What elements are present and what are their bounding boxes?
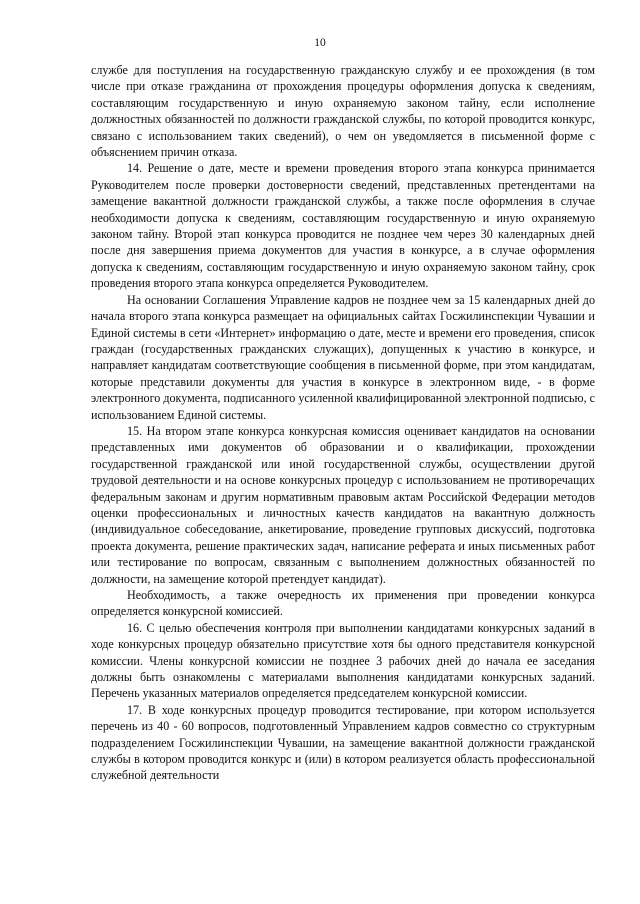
page-number: 10 xyxy=(314,37,326,49)
paragraph-item-14: 14. Решение о дате, месте и времени проведения второго этапа конкурса принимается Руководителем после проверки достоверности сведений, представленных претендентами на замещение вакантной должности гражданской службы, а также после оформления в случае необходимости допуска к сведениям, составляющим государственную и иную охраняемую законом тайну. Второй этап конкурса проводится не позднее чем через 30 календарных дней после дня завершения приема документов для участия в конкурсе, а в случае оформления допуска к сведениям, составляющим государственную и иную охраняемую законом тайну, срок проведения второго этапа конкурса определяется Руководителем. xyxy=(91,161,595,291)
paragraph-continuation: службе для поступления на государственную гражданскую службу и ее прохождения (в том числе при отказе гражданина от прохождения процедуры оформления допуска к сведениям, составляющим государственную и иную охраняемую законом тайну, если исполнение должностных обязанностей по должности гражданской службы, по которой проводится конкурс, связано с использованием таких сведений), о чем он уведомляется в письменной форме с объяснением причин отказа. xyxy=(91,63,595,160)
paragraph-item-15: 15. На втором этапе конкурса конкурсная комиссия оценивает кандидатов на основании представленных ими документов об образовании и о квалификации, прохождении государственной гражданской или иной государственной службы, осуществлении другой трудовой деятельности и на основе конкурсных процедур с использованием не противоречащих федеральным законам и другим нормативным правовым актам Российской Федерации методов оценки профессиональных и личностных качеств кандидатов на вакантную должность (индивидуальное собеседование, анкетирование, проведение групповых дискуссий, подготовка проекта документа, решение практических задач, написание реферата и иных письменных работ или тестирование по вопросам, связанным с выполнением должностных обязанностей по должности, на замещение которой претендует кандидат). xyxy=(91,423,595,586)
paragraph-item-17: 17. В ходе конкурсных процедур проводится тестирование, при котором используется перечень из 40 - 60 вопросов, подготовленный Управлением кадров совместно со структурным подразделением Госжилинспекции Чувашии, на замещение вакантной должности гражданской службы в котором проводится конкурс и (или) в котором реализуется область профессиональной служебной деятельности xyxy=(91,702,595,783)
document-body xyxy=(91,62,595,784)
paragraph-agreement: На основании Соглашения Управление кадров не позднее чем за 15 календарных дней до начала второго этапа конкурса размещает на официальных сайтах Госжилинспекции Чувашии и Единой системы в сети «Интернет» информацию о дате, месте и времени его проведения, список граждан (государственных гражданских служащих), допущенных к участию в конкурсе, и направляет кандидатам соответствующие сообщения в письменной форме, при этом кандидатам, которые представили документы для участия в конкурсе в электронном виде, - в форме электронного документа, подписанного усиленной квалифицированной электронной подписью, с использованием Единой системы. xyxy=(91,292,595,422)
paragraph-item-16: 16. С целью обеспечения контроля при выполнении кандидатами конкурсных заданий в ходе конкурсных процедур обязательно присутствие хотя бы одного представителя конкурсной комиссии. Члены конкурсной комиссии не позднее 3 рабочих дней до начала ее заседания должны быть ознакомлены с материалами выполнения кандидатами конкурсных заданий. Перечень указанных материалов определяется председателем конкурсной комиссии. xyxy=(91,620,595,701)
paragraph-necessity: Необходимость, а также очередность их применения при проведении конкурса определяется конкурсной комиссией. xyxy=(91,588,595,619)
